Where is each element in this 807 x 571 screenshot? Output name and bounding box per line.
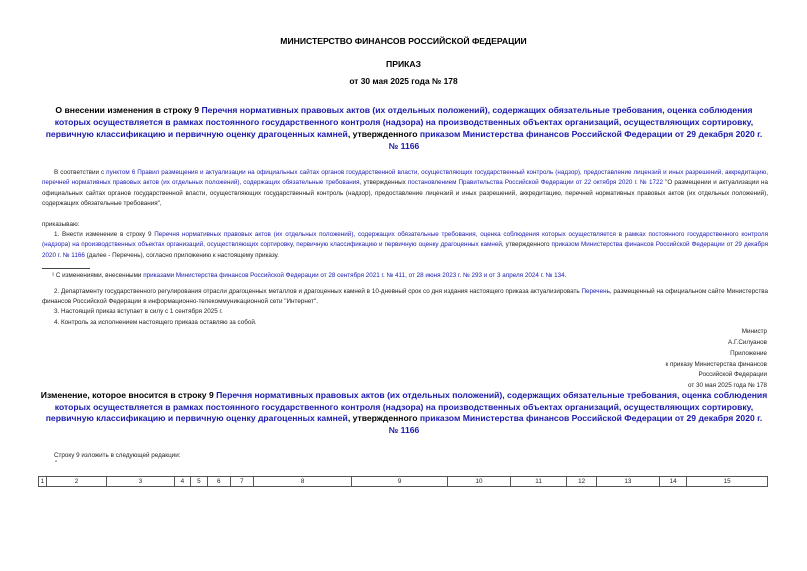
item-2-text-b: , размещенный на официальном сайте Министерства финансов Российской Федерации в информационно-телекоммуникационной сети "Интернет". [42, 288, 768, 306]
order-word: приказываю: [42, 221, 80, 228]
item-3-paragraph: 3. Настоящий приказ вступает в силу с 1 сентября 2025 г. [54, 308, 223, 315]
footnote [52, 272, 566, 279]
table-cell: 10 [448, 477, 511, 487]
appendix-title-middle: , утвержденного [347, 413, 420, 423]
table-cell: 4 [174, 477, 191, 487]
appendix-federation: Российской Федерации [698, 371, 767, 378]
table-row [39, 477, 768, 487]
title-order-link[interactable]: приказом Министерства финансов Российской Федерации от 29 декабря 2020 г. № 1166 [388, 129, 763, 151]
item-1-text-b: , утвержденного [501, 241, 552, 249]
item-2-paragraph [42, 287, 768, 308]
table-cell: 3 [107, 477, 174, 487]
footnote-link[interactable]: приказами Министерства финансов Российской Федерации от 28 сентября 2021 г. № 411, от 28 июня 2023 г. № 293 и от 3 апреля 2024 г. № 134 [143, 272, 565, 279]
table-cell: 5 [191, 477, 208, 487]
preamble-paragraph [42, 168, 768, 209]
quote-mark: " [55, 461, 58, 467]
table-cell: 2 [46, 477, 107, 487]
appendix-title-list-link[interactable]: Перечня нормативных правовых актов (их отдельных положений), содержащих обязательные требования, оценка соблюдения которых осуществляется в рамках постоянного государственного контроля (надзора) на производственных объектах организаций, осуществляющих сортировку, первичную классификацию и первичную оценку драгоценных камней [45, 390, 768, 423]
appendix-title-order-link[interactable]: приказом Министерства финансов Российской Федерации от 29 декабря 2020 г. № 1166 [388, 413, 763, 435]
item-1-text-a: 1. Внести изменение в строку 9 [54, 231, 155, 238]
title-middle: , утвержденного [347, 129, 420, 139]
footnote-text-a: С изменениями, внесенными [55, 272, 144, 279]
order-title [42, 104, 766, 152]
table-cell: 15 [687, 477, 768, 487]
table-cell: 6 [207, 477, 230, 487]
item-1-list-link[interactable]: Перечня нормативных правовых актов (их отдельных положений), содержащих обязательные требования, оценка соблюдения которых осуществляется в рамках постоянного государственного контроля (надзора) на производственных объектах организаций, осуществляющих сортировку, первичную классификацию и первичную оценку драгоценных камней [42, 231, 768, 249]
item-2-list-link[interactable]: Перечень [581, 288, 610, 295]
footnote-text-b: . [564, 272, 567, 279]
ministry-header: МИНИСТЕРСТВО ФИНАНСОВ РОССИЙСКОЙ ФЕДЕРАЦИИ [280, 36, 527, 46]
item-1-paragraph [42, 230, 768, 261]
appendix-title [40, 390, 768, 436]
appendix-date-number: от 30 мая 2025 года № 178 [688, 382, 767, 389]
table-cell: 13 [596, 477, 659, 487]
row-intro: Строку 9 изложить в следующей редакции: [54, 452, 181, 459]
title-list-link[interactable]: Перечня нормативных правовых актов (их отдельных положений), содержащих обязательные требования, оценка соблюдения которых осуществляется в рамках постоянного государственного контроля (надзора) на производственных объектах организаций, осуществляющих сортировку, первичную классификацию и первичную оценку драгоценных камней [45, 105, 754, 139]
table-cell: 1 [39, 477, 47, 487]
footnote-mark: ¹ [52, 272, 55, 279]
preamble-text-b: , утвержденных [359, 179, 408, 187]
appendix-to-order: к приказу Министерства финансов [665, 361, 767, 368]
signature-name: А.Г.Силуанов [728, 339, 767, 346]
appendix-title-prefix: Изменение, которое вносится в строку 9 [40, 390, 217, 400]
rules-link[interactable]: пунктом 6 Правил размещения и актуализации на официальных сайтах органов государственной власти, осуществляющих государственный контроль (надзор), предоставление лицензий и иных разрешений, аккредитацию, перечней нормативных правовых актов (их отдельных положений), содержащих обязательные требования [42, 169, 769, 187]
appendix-label: Приложение [730, 350, 767, 357]
table-cell: 12 [567, 477, 597, 487]
preamble-text-c: "О размещении и актуализации на официальных сайтах органов государственной власти, осуществляющих государственный контроль (надзор), предоставление лицензий и иных разрешений, аккредитацию, перечней нормативных правовых актов (их отдельных положений), содержащих обязательные требования", [42, 179, 768, 207]
item-4-paragraph: 4. Контроль за исполнением настоящего приказа оставляю за собой. [54, 319, 257, 326]
table-cell: 11 [510, 477, 566, 487]
resolution-link[interactable]: постановлением Правительства Российской Федерации от 22 октября 2020 г. № 1722 [407, 179, 664, 187]
item-1-order-link[interactable]: приказом Министерства финансов Российской Федерации от 29 декабря 2020 г. № 1166 [42, 241, 768, 259]
doc-type: ПРИКАЗ [386, 59, 421, 69]
row-9-table [38, 476, 768, 487]
footnote-separator [42, 268, 90, 269]
preamble-text-a: В соответствии с [54, 169, 107, 176]
item-1-text-c: (далее - Перечень), согласно приложению к настоящему приказу. [84, 251, 279, 259]
title-prefix: О внесении изменения в строку 9 [55, 105, 202, 115]
order-date-number: от 30 мая 2025 года № 178 [349, 76, 458, 86]
item-2-text-a: 2. Департаменту государственного регулирования отрасли драгоценных металлов и драгоценных камней в 10-дневный срок со дня издания настоящего приказа актуализировать [54, 288, 582, 295]
table-cell: 8 [254, 477, 352, 487]
signature-position: Министр [741, 328, 767, 335]
table-cell: 14 [659, 477, 687, 487]
table-cell: 9 [352, 477, 448, 487]
table-cell: 7 [230, 477, 253, 487]
